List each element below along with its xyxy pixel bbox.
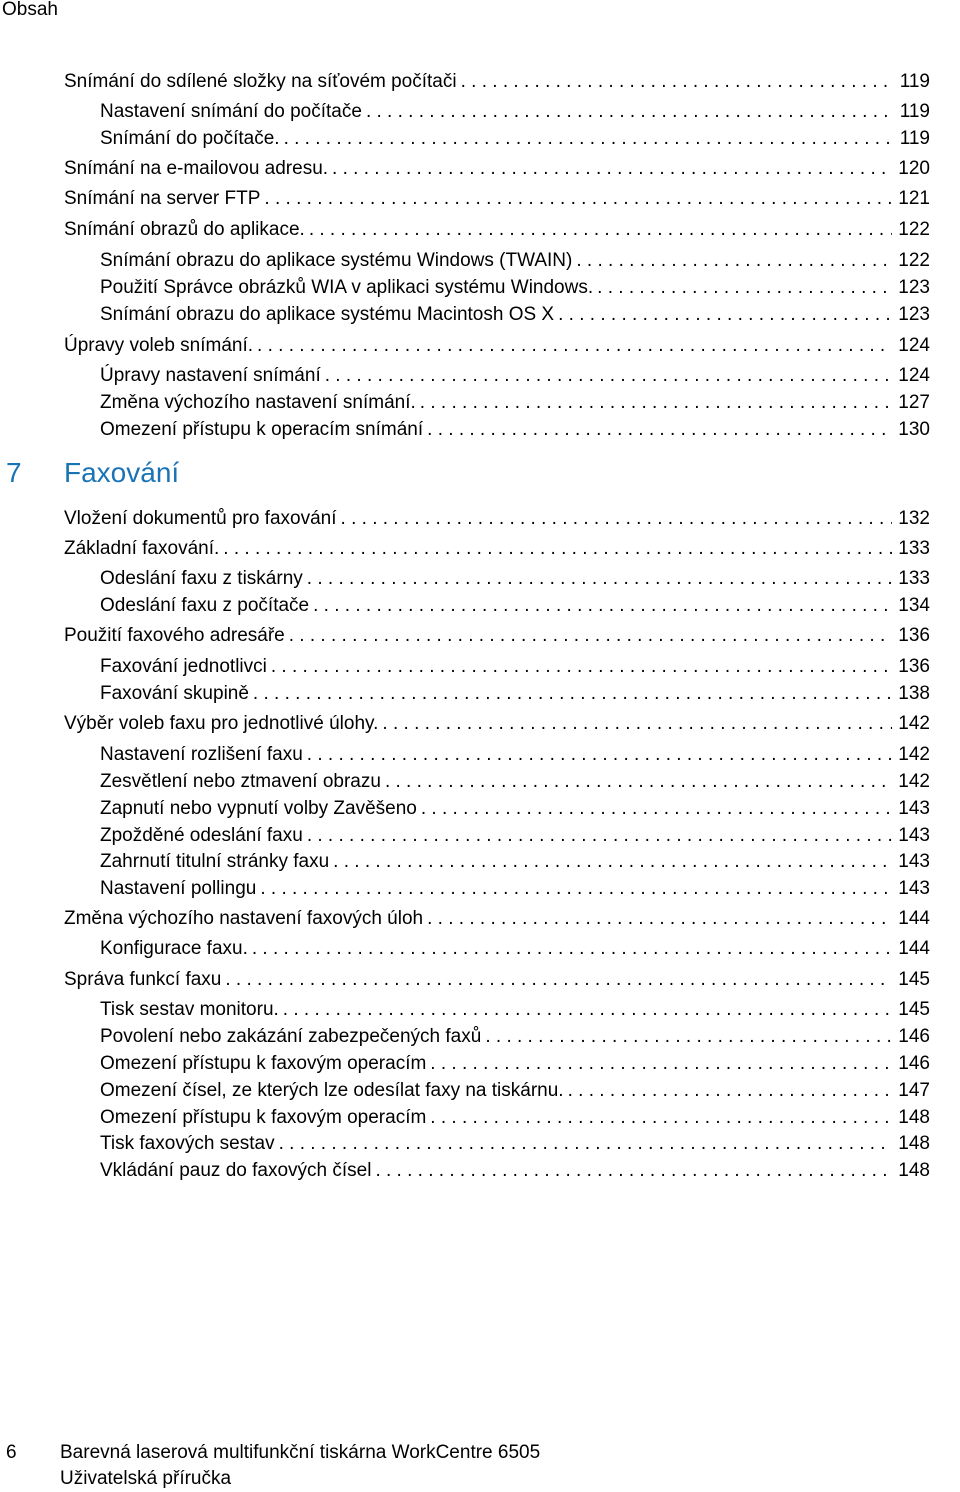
- toc-entry-label: Zapnutí nebo vypnutí volby Zavěšeno: [100, 798, 417, 819]
- toc-entry[interactable]: [100, 1132, 930, 1156]
- toc-entry-page: 148: [898, 1107, 930, 1128]
- toc-entry-page: 144: [898, 908, 930, 929]
- toc-entry[interactable]: [100, 655, 930, 679]
- toc-entry[interactable]: [100, 1025, 930, 1049]
- toc-entry-page: 119: [899, 128, 930, 149]
- toc-entry-page: 144: [898, 938, 930, 959]
- toc-entry-page: 127: [898, 392, 930, 413]
- toc-entry[interactable]: [100, 276, 930, 300]
- toc-dot-leader: [307, 824, 892, 848]
- footer-page-number: 6: [6, 1442, 17, 1463]
- toc-entry-page: 119: [899, 71, 930, 92]
- toc-entry[interactable]: [64, 507, 930, 531]
- toc-entry-label: Změna výchozího nastavení snímání.: [100, 392, 416, 413]
- toc-entry[interactable]: [64, 907, 930, 931]
- toc-entry-page: 142: [898, 713, 930, 734]
- toc-entry[interactable]: [100, 682, 930, 706]
- toc-entry-page: 147: [898, 1080, 930, 1101]
- toc-dot-leader: [427, 418, 892, 442]
- toc-entry-label: Omezení přístupu k faxovým operacím: [100, 1107, 427, 1128]
- toc-dot-leader: [279, 1132, 893, 1156]
- toc-entry-label: Povolení nebo zakázání zabezpečených faxů: [100, 1026, 482, 1047]
- toc-entry-label: Základní faxování.: [64, 538, 220, 559]
- toc-entry[interactable]: [100, 567, 930, 591]
- toc-entry-label: Tisk sestav monitoru.: [100, 999, 279, 1020]
- toc-dot-leader: [289, 624, 893, 648]
- toc-dot-leader: [420, 391, 893, 415]
- toc-entry-label: Zesvětlení nebo ztmavení obrazu: [100, 771, 381, 792]
- toc-entry[interactable]: [64, 187, 930, 211]
- toc-entry[interactable]: [100, 937, 930, 961]
- toc-entry[interactable]: [100, 998, 930, 1022]
- toc-entry[interactable]: [64, 70, 930, 94]
- toc-entry[interactable]: [100, 824, 930, 848]
- toc-dot-leader: [325, 364, 893, 388]
- toc-entry-page: 133: [898, 538, 930, 559]
- toc-entry-label: Konfigurace faxu.: [100, 938, 248, 959]
- toc-entry-label: Odeslání faxu z tiskárny: [100, 568, 303, 589]
- toc-entry[interactable]: [64, 334, 930, 358]
- toc-entry-page: 136: [898, 656, 930, 677]
- toc-entry[interactable]: [100, 1159, 930, 1183]
- toc-dot-leader: [284, 127, 894, 151]
- toc-entry[interactable]: [100, 1079, 930, 1103]
- toc-dot-leader: [309, 218, 892, 242]
- toc-entry-label: Zpožděné odeslání faxu: [100, 825, 303, 846]
- toc-dot-leader: [568, 1079, 893, 1103]
- toc-dot-leader: [260, 877, 892, 901]
- toc-dot-leader: [307, 567, 893, 591]
- toc-entry-label: Tisk faxových sestav: [100, 1133, 275, 1154]
- toc-entry[interactable]: [100, 877, 930, 901]
- toc-dot-leader: [341, 507, 893, 531]
- toc-entry-label: Vložení dokumentů pro faxování: [64, 508, 337, 529]
- toc-entry-label: Nastavení snímání do počítače: [100, 101, 362, 122]
- toc-dot-leader: [576, 249, 892, 273]
- toc-entry[interactable]: [100, 100, 930, 124]
- toc-dot-leader: [385, 770, 892, 794]
- toc-entry-page: 143: [898, 825, 930, 846]
- toc-entry-page: 122: [898, 219, 930, 240]
- toc-dot-leader: [253, 682, 892, 706]
- toc-entry[interactable]: [100, 364, 930, 388]
- toc-entry-label: Odeslání faxu z počítače: [100, 595, 310, 616]
- toc-dot-leader: [271, 655, 892, 679]
- footer-product-name: Barevná laserová multifunkční tiskárna WorkCentre 6505: [60, 1442, 541, 1463]
- toc-entry[interactable]: [100, 594, 930, 618]
- toc-entry[interactable]: [100, 303, 930, 327]
- toc-entry[interactable]: [100, 850, 930, 874]
- toc-entry-label: Použití Správce obrázků WIA v aplikaci systému Windows.: [100, 277, 594, 298]
- toc-entry-label: Změna výchozího nastavení faxových úloh: [64, 908, 424, 929]
- toc-dot-leader: [597, 276, 892, 300]
- toc-entry-page: 124: [898, 365, 930, 386]
- toc-entry-label: Úpravy voleb snímání.: [64, 335, 254, 356]
- toc-dot-leader: [461, 70, 894, 94]
- toc-entry-page: 119: [899, 101, 930, 122]
- toc-entry-label: Nastavení rozlišení faxu: [100, 744, 303, 765]
- toc-entry-label: Faxování jednotlivci: [100, 656, 267, 677]
- toc-dot-leader: [427, 907, 892, 931]
- toc-entry[interactable]: [100, 1106, 930, 1130]
- toc-entry-page: 143: [898, 798, 930, 819]
- toc-entry-page: 146: [898, 1053, 930, 1074]
- chapter-title: Faxování: [64, 457, 180, 488]
- toc-entry-label: Použití faxového adresáře: [64, 625, 285, 646]
- toc-entry-page: 148: [898, 1160, 930, 1181]
- toc-dot-leader: [283, 998, 893, 1022]
- toc-dot-leader: [264, 187, 892, 211]
- toc-entry[interactable]: [64, 537, 930, 561]
- toc-dot-leader: [333, 850, 892, 874]
- toc-entry-page: 123: [898, 304, 930, 325]
- toc-entry-page: 142: [898, 744, 930, 765]
- toc-entry-page: 142: [898, 771, 930, 792]
- toc-entry-page: 122: [898, 250, 930, 271]
- toc-entry-page: 134: [898, 595, 930, 616]
- toc-entry-page: 136: [898, 625, 930, 646]
- toc-entry-page: 120: [898, 158, 930, 179]
- toc-entry-label: Faxování skupině: [100, 683, 249, 704]
- toc-dot-leader: [366, 100, 894, 124]
- toc-entry-label: Úpravy nastavení snímání: [100, 365, 321, 386]
- toc-entry-page: 123: [898, 277, 930, 298]
- toc-entry[interactable]: [64, 712, 930, 736]
- toc-entry-page: 143: [898, 878, 930, 899]
- toc-entry-page: 138: [898, 683, 930, 704]
- toc-entry-page: 146: [898, 1026, 930, 1047]
- toc-entry-label: Výběr voleb faxu pro jednotlivé úlohy.: [64, 713, 379, 734]
- toc-entry[interactable]: [64, 624, 930, 648]
- toc-dot-leader: [430, 1106, 892, 1130]
- toc-entry-label: Omezení přístupu k faxovým operacím: [100, 1053, 427, 1074]
- toc-dot-leader: [313, 594, 892, 618]
- toc-entry[interactable]: [64, 218, 930, 242]
- toc-entry-page: 130: [898, 419, 930, 440]
- toc-entry-page: 145: [898, 999, 930, 1020]
- toc-entry-label: Zahrnutí titulní stránky faxu: [100, 851, 330, 872]
- toc-entry-page: 148: [898, 1133, 930, 1154]
- toc-entry-label: Omezení čísel, ze kterých lze odesílat faxy na tiskárnu.: [100, 1080, 564, 1101]
- toc-entry-label: Snímání obrazu do aplikace systému Macintosh OS X: [100, 304, 555, 325]
- toc-entry-page: 124: [898, 335, 930, 356]
- toc-entry-label: Vkládání pauz do faxových čísel: [100, 1160, 372, 1181]
- toc-entry[interactable]: [100, 249, 930, 273]
- toc-entry-label: Správa funkcí faxu: [64, 969, 222, 990]
- toc-dot-leader: [307, 743, 893, 767]
- chapter-heading: [6, 456, 179, 490]
- toc-dot-leader: [430, 1052, 892, 1076]
- toc-entry-page: 132: [898, 508, 930, 529]
- toc-dot-leader: [257, 334, 892, 358]
- toc-dot-leader: [421, 797, 892, 821]
- toc-dot-leader: [223, 537, 892, 561]
- toc-entry-label: Snímání obrazu do aplikace systému Windows (TWAIN): [100, 250, 573, 271]
- toc-entry[interactable]: [100, 770, 930, 794]
- toc-dot-leader: [558, 303, 892, 327]
- toc-dot-leader: [332, 157, 892, 181]
- toc-entry-label: Snímání do počítače.: [100, 128, 280, 149]
- toc-entry-label: Nastavení pollingu: [100, 878, 257, 899]
- toc-entry[interactable]: [100, 797, 930, 821]
- toc-entry-page: 145: [898, 969, 930, 990]
- toc-dot-leader: [252, 937, 892, 961]
- toc-entry[interactable]: [100, 127, 930, 151]
- toc-entry[interactable]: [100, 743, 930, 767]
- toc-dot-leader: [485, 1025, 892, 1049]
- page-header-title: Obsah: [2, 0, 58, 20]
- toc-entry-label: Snímání na server FTP: [64, 188, 261, 209]
- toc-dot-leader: [382, 712, 892, 736]
- toc-entry-label: Omezení přístupu k operacím snímání: [100, 419, 424, 440]
- toc-entry-page: 133: [898, 568, 930, 589]
- chapter-number: 7: [6, 457, 22, 488]
- toc-entry[interactable]: [100, 1052, 930, 1076]
- toc-entry-label: Snímání obrazů do aplikace.: [64, 219, 305, 240]
- toc-entry[interactable]: [100, 418, 930, 442]
- footer-document-name: Uživatelská příručka: [60, 1468, 232, 1489]
- toc-entry-label: Snímání na e-mailovou adresu.: [64, 158, 329, 179]
- toc-entry-label: Snímání do sdílené složky na síťovém počítači: [64, 71, 457, 92]
- toc-entry[interactable]: [64, 157, 930, 181]
- toc-entry-page: 121: [898, 188, 930, 209]
- toc-entry[interactable]: [64, 968, 930, 992]
- toc-dot-leader: [375, 1159, 892, 1183]
- toc-entry-page: 143: [898, 851, 930, 872]
- toc-entry[interactable]: [100, 391, 930, 415]
- toc-dot-leader: [225, 968, 892, 992]
